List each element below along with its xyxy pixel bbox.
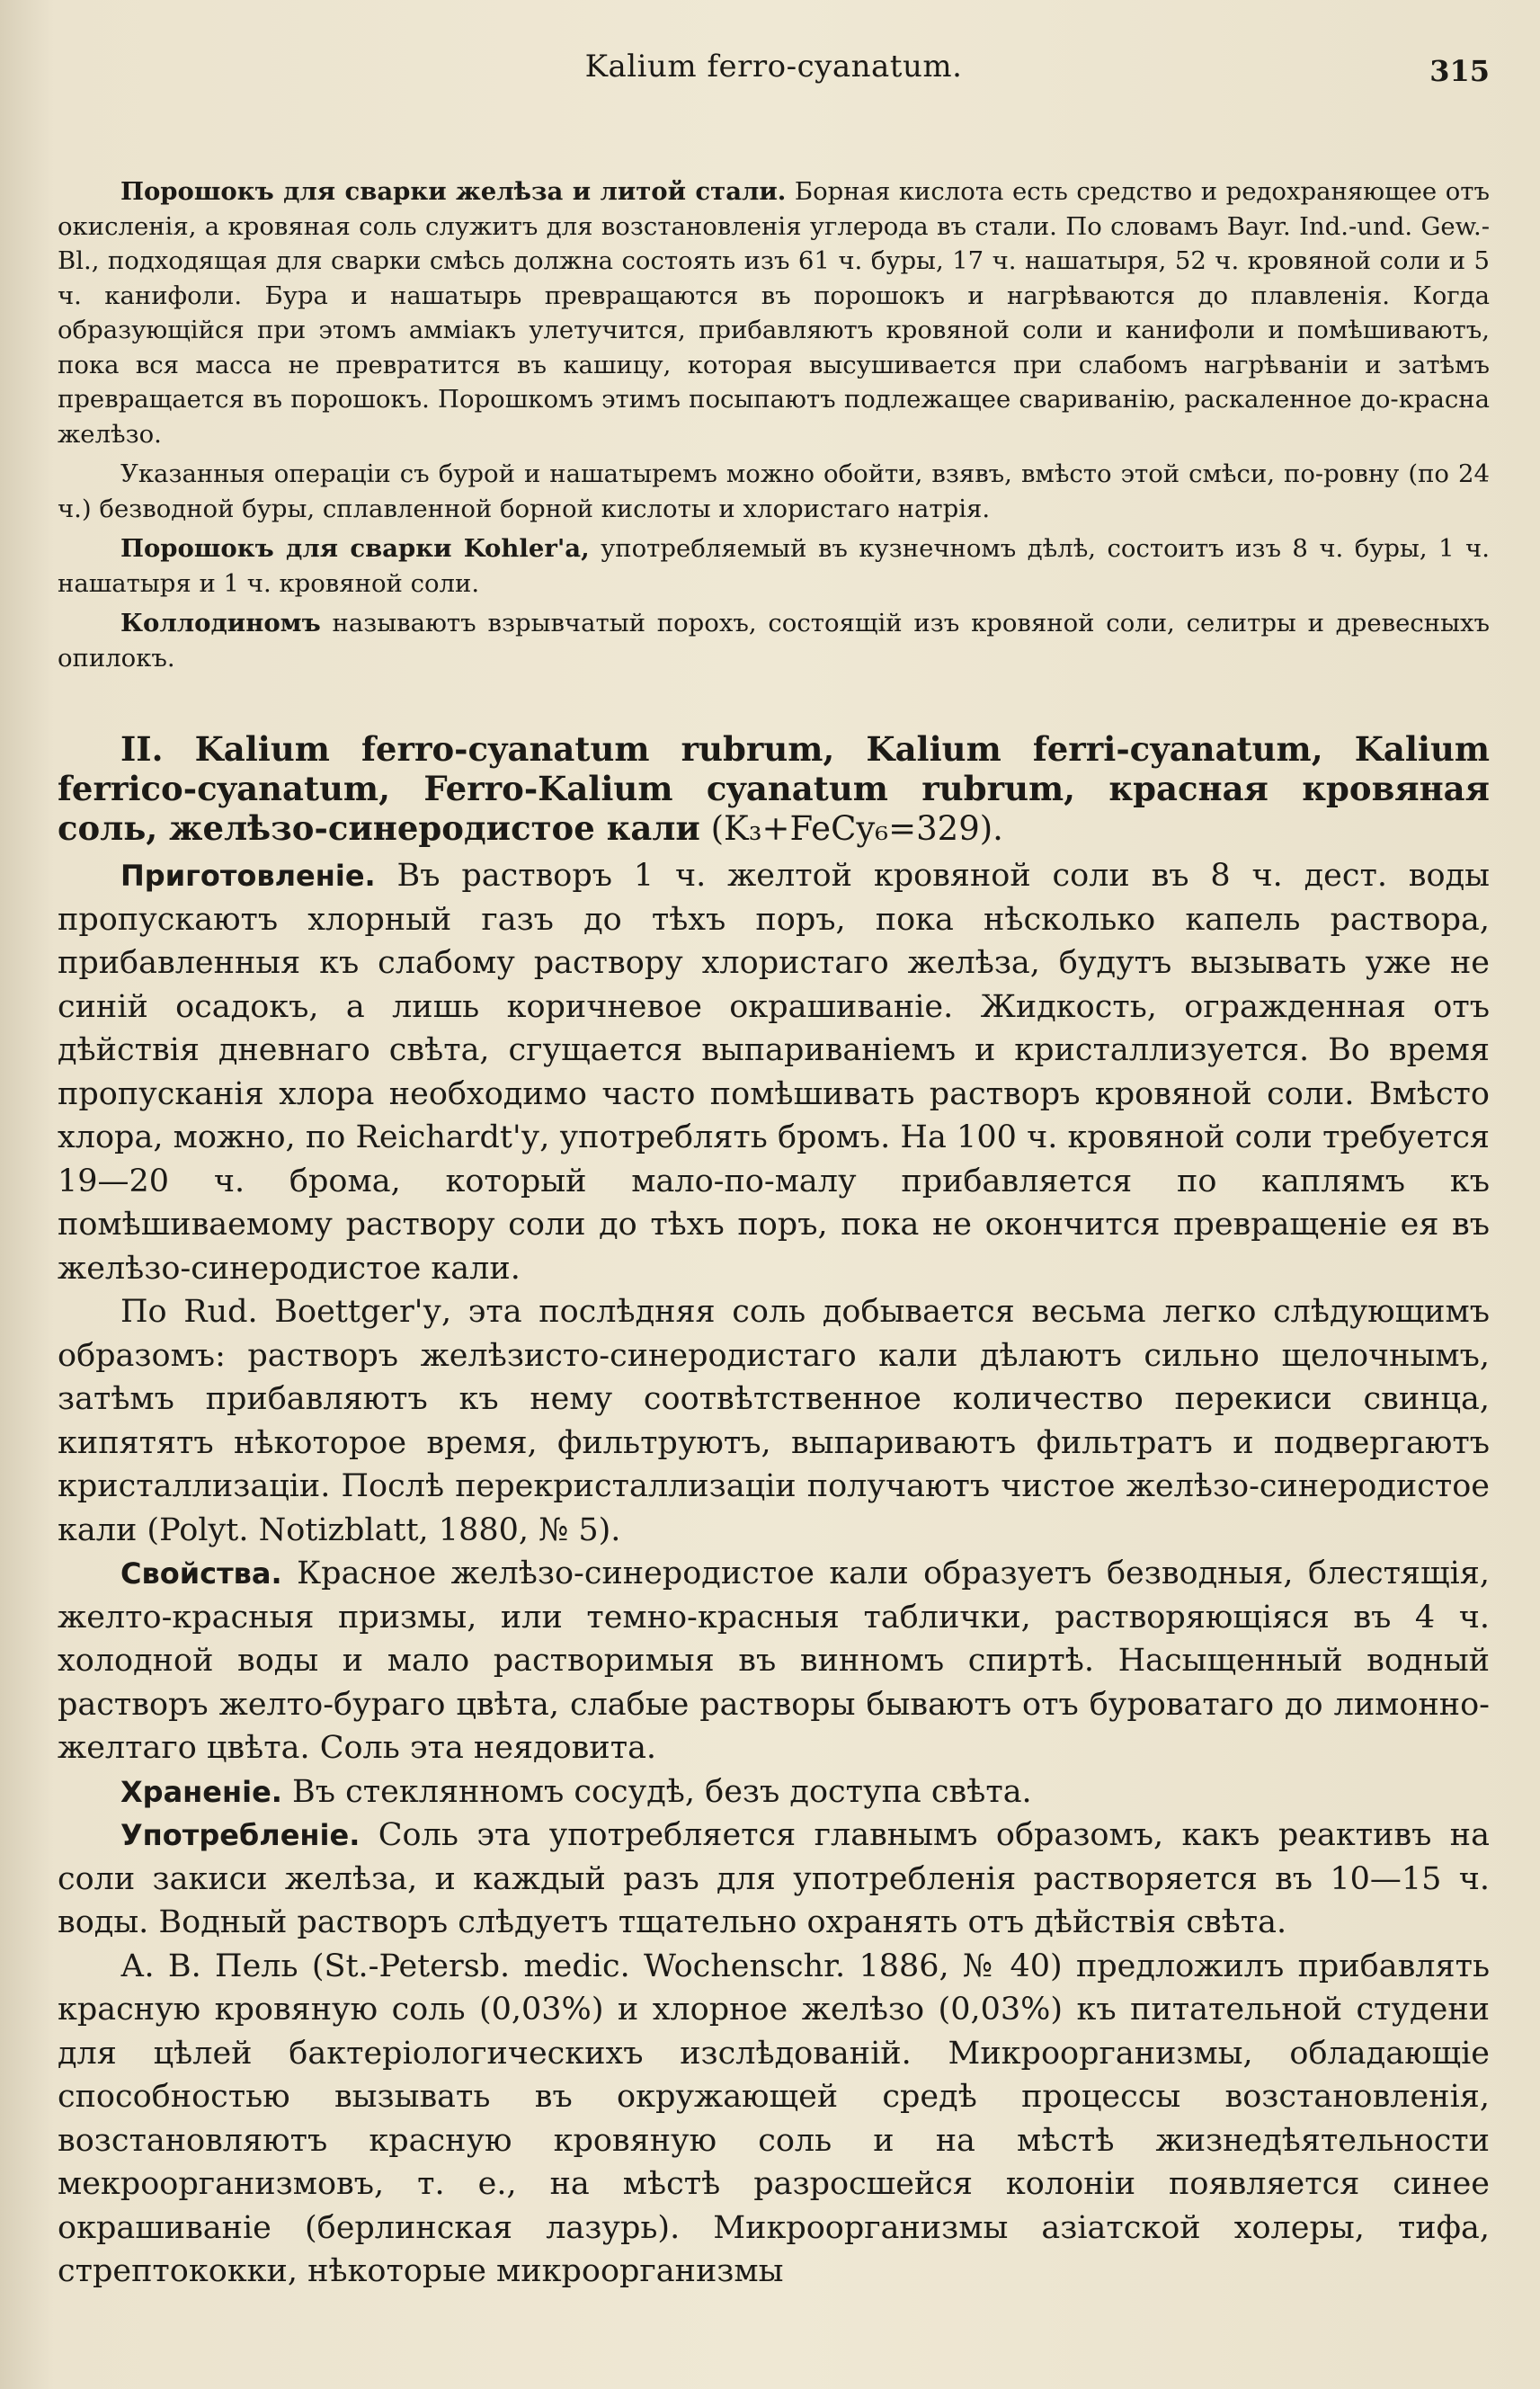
paragraph-lead: Коллодиномъ [120, 609, 321, 637]
paragraph-text: называютъ взрывчатый порохъ, состоящій изъ кровяной соли, селитры и древесныхъ опилокъ. [58, 609, 1490, 673]
paragraph-text: Въ стеклянномъ сосудѣ, безъ доступа свѣта. [281, 1773, 1032, 1810]
paragraph-lead: Храненіе. [120, 1774, 282, 1809]
heading-formula: (K₃+FeCy₆=329). [699, 809, 1003, 848]
running-title: Kalium ferro-cyanatum. [584, 49, 963, 85]
paragraph-text: По Rud. Boettger'у, эта послѣдняя соль добывается весьма легко слѣдующимъ образомъ: растворъ желѣзисто-синеродистаго кали дѣлаютъ сильно щелочнымъ, затѣмъ прибавляютъ къ нему соотвѣтственное количество перекиси свинца, кипятятъ нѣкоторое время, фильтруютъ, выпариваютъ фильтратъ и подвергаютъ кристаллизаціи. Послѣ перекристаллизаціи получаютъ чистое желѣзо-синеродистое кали (Polyt. Notizblatt, 1880, № 5). [58, 1294, 1490, 1548]
red-prussiate-section [58, 854, 1490, 2294]
paragraph-text: Въ растворъ 1 ч. желтой кровяной соли въ 8 ч. дест. воды пропускаютъ хлорный газъ до тѣхъ поръ, пока нѣсколько капель раствора, прибавленныя къ слабому раствору хлористаго желѣза, будутъ вызывать уже не синій осадокъ, а лишь коричневое окрашиваніе. Жидкость, огражденная отъ дѣйствія дневнаго свѣта, сгущается выпариваніемъ и кристаллизуется. Во время пропусканія хлора необходимо часто помѣшивать растворъ кровяной соли. Вмѣсто хлора, можно, по Reichardt'у, употреблять бромъ. На 100 ч. кровяной соли требуется 19—20 ч. брома, который мало-по-малу прибавляется по каплямъ къ помѣшиваемому раствору соли до тѣхъ поръ, пока не окончится превращеніе ея въ желѣзо-синеродистое кали. [58, 858, 1490, 1287]
paragraph [58, 1290, 1490, 1552]
paragraph-lead: Порошокъ для сварки Kohler'а, [120, 534, 590, 563]
paragraph [58, 1552, 1490, 1770]
paragraph [58, 854, 1490, 1290]
paragraph-lead: Порошокъ для сварки желѣза и литой стали. [120, 177, 787, 206]
paragraph [58, 1945, 1490, 2294]
paragraph [58, 174, 1490, 451]
paragraph [58, 1770, 1490, 1814]
heading-text: II. Kalium ferro-cyanatum rubrum, Kalium ferri-cyanatum, Kalium ferrico-cyanatum, Ferro-Kalium cyanatum rubrum, красная кровяная соль, желѣзо-синеродистое кали [58, 729, 1490, 848]
paragraph-text: Указанныя операціи съ бурой и нашатыремъ можно обойти, взявъ, вмѣсто этой смѣси, по-ровну (по 24 ч.) безводной буры, сплавленной борной кислоты и хлористаго натрія. [58, 459, 1490, 523]
paragraph-text: Борная кислота есть средство и редохраняющее отъ окисленія, а кровяная соль служитъ для возстановленія углерода въ стали. По словамъ Bayr. Ind.-und. Gew.-Bl., подходящая для сварки смѣсь должна состоять изъ 61 ч. буры, 17 ч. нашатыря, 52 ч. кровяной соли и 5 ч. канифоли. Бура и нашатырь превращаются въ порошокъ и нагрѣваются до плавленія. Когда образующійся при этомъ амміакъ улетучится, прибавляютъ кровяной соли и канифоли и помѣшиваютъ, пока вся масса не превратится въ кашицу, которая высушивается при слабомъ нагрѣваніи и затѣмъ превращается въ порошокъ. Порошкомъ этимъ посыпаютъ подлежащее свариванію, раскаленное до-красна желѣзо. [58, 177, 1490, 449]
paragraph-lead: Приготовленіе. [120, 859, 376, 893]
paragraph-lead: Употребленіе. [120, 1818, 361, 1852]
paragraph [58, 606, 1490, 675]
welding-powder-section [58, 174, 1490, 675]
paragraph-text: употребляемый въ кузнечномъ дѣлѣ, состоитъ изъ 8 ч. буры, 1 ч. нашатыря и 1 ч. кровяной соли. [58, 534, 1490, 598]
paragraph-text: Красное желѣзо-синеродистое кали образуетъ безводныя, блестящія, желто-красныя призмы, или темно-красныя таблички, растворяющіяся въ 4 ч. холодной воды и мало растворимыя въ винномъ спиртѣ. Насыщенный водный растворъ желто-бураго цвѣта, слабые растворы бываютъ отъ буроватаго до лимонно-желтаго цвѣта. Соль эта неядовита. [58, 1556, 1490, 1766]
paragraph-lead: Свойства. [120, 1556, 282, 1591]
paragraph-text: Соль эта употребляется главнымъ образомъ, какъ реактивъ на соли закиси желѣза, и каждый разъ для употребленія растворяется въ 10—15 ч. воды. Водный растворъ слѣдуетъ тщательно охранять отъ дѣйствія свѣта. [58, 1817, 1490, 1940]
paragraph [58, 457, 1490, 526]
page-number: 315 [1429, 54, 1490, 88]
section-heading [58, 729, 1490, 849]
paragraph-text: А. В. Пель (St.-Petersb. medic. Wochenschr. 1886, № 40) предложилъ прибавлять красную кровяную соль (0,03%) и хлорное желѣзо (0,03%) къ питательной студени для цѣлей бактеріологическихъ изслѣдованій. Микроорганизмы, обладающіе способностью вызывать въ окружающей средѣ процессы возстановленія, возстановляютъ красную кровяную соль и на мѣстѣ жизнедѣятельности мекроорганизмовъ, т. е., на мѣстѣ разросшейся колоніи появляется синее окрашиваніе (берлинская лазурь). Микроорганизмы азіатской холеры, тифа, стрептококки, нѣкоторые микроорганизмы [58, 1948, 1490, 2289]
paragraph [58, 1814, 1490, 1945]
page-header [58, 43, 1490, 97]
paragraph [58, 531, 1490, 601]
